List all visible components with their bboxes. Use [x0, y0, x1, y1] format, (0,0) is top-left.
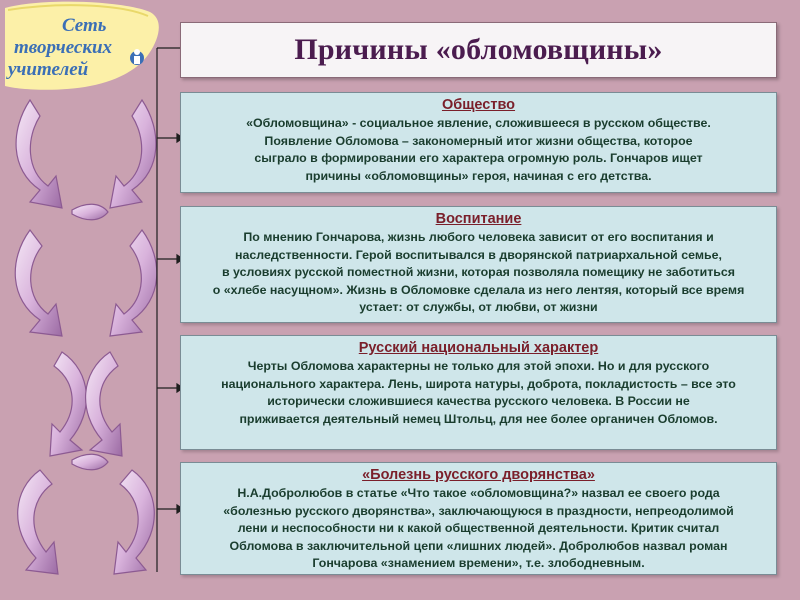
section-heading: «Болезнь русского дворянства»	[362, 467, 595, 483]
section-body: Н.А.Добролюбов в статье «Что такое «обломовщина?» назвал ее своего рода «болезнью русского дворянства», заключающуюся в праздности, непреодолимой лени и неспособности ни к какой общественной деятельности. Критик считал Обломова в заключительной цепи «лишних людей». Добролюбов назвал роман Гончарова «знамением времени», т.е. злободневным.	[223, 486, 734, 571]
section-card-society	[180, 92, 777, 193]
section-card-national-character	[180, 335, 777, 450]
section-body: Черты Обломова характерны не только для этой эпохи. Но и для русского национального характера. Лень, широта натуры, доброта, покладистость – все это исторически сложившиеся качества русского человека. В России не приживается деятельный немец Штольц, для нее более органичен Обломов.	[221, 359, 736, 426]
section-body: По мнению Гончарова, жизнь любого человека зависит от его воспитания и наследственности. Герой воспитывался в дворянской патриархальной семье, в условиях русской поместной жизни, которая позволяла помещику не заботиться о «хлебе насущном». Жизнь в Обломовке сделала из него лентяя, который все время устает: от службы, от любви, от жизни	[212, 230, 745, 315]
logo-line-1: Сеть	[62, 15, 107, 36]
section-card-upbringing	[180, 206, 777, 323]
section-heading: Воспитание	[435, 211, 522, 227]
logo-line-3: учителей	[8, 59, 89, 80]
title-box	[180, 22, 777, 78]
section-body: «Обломовщина» - социальное явление, сложившееся в русском обществе. Появление Обломова – закономерный итог жизни общества, которое сыграло в формировании его характера огромную роль. Гончаров ищет причины «обломовщины» героя, начиная с его детства.	[246, 116, 711, 183]
page-title: Причины «обломовщины»	[294, 33, 663, 66]
section-heading: Русский национальный характер	[358, 340, 599, 356]
section-heading: Общество	[441, 97, 516, 113]
decorative-ornament	[0, 90, 172, 600]
site-logo	[0, 0, 165, 92]
section-card-nobility-disease	[180, 462, 777, 575]
logo-line-2: творческих	[14, 37, 113, 58]
